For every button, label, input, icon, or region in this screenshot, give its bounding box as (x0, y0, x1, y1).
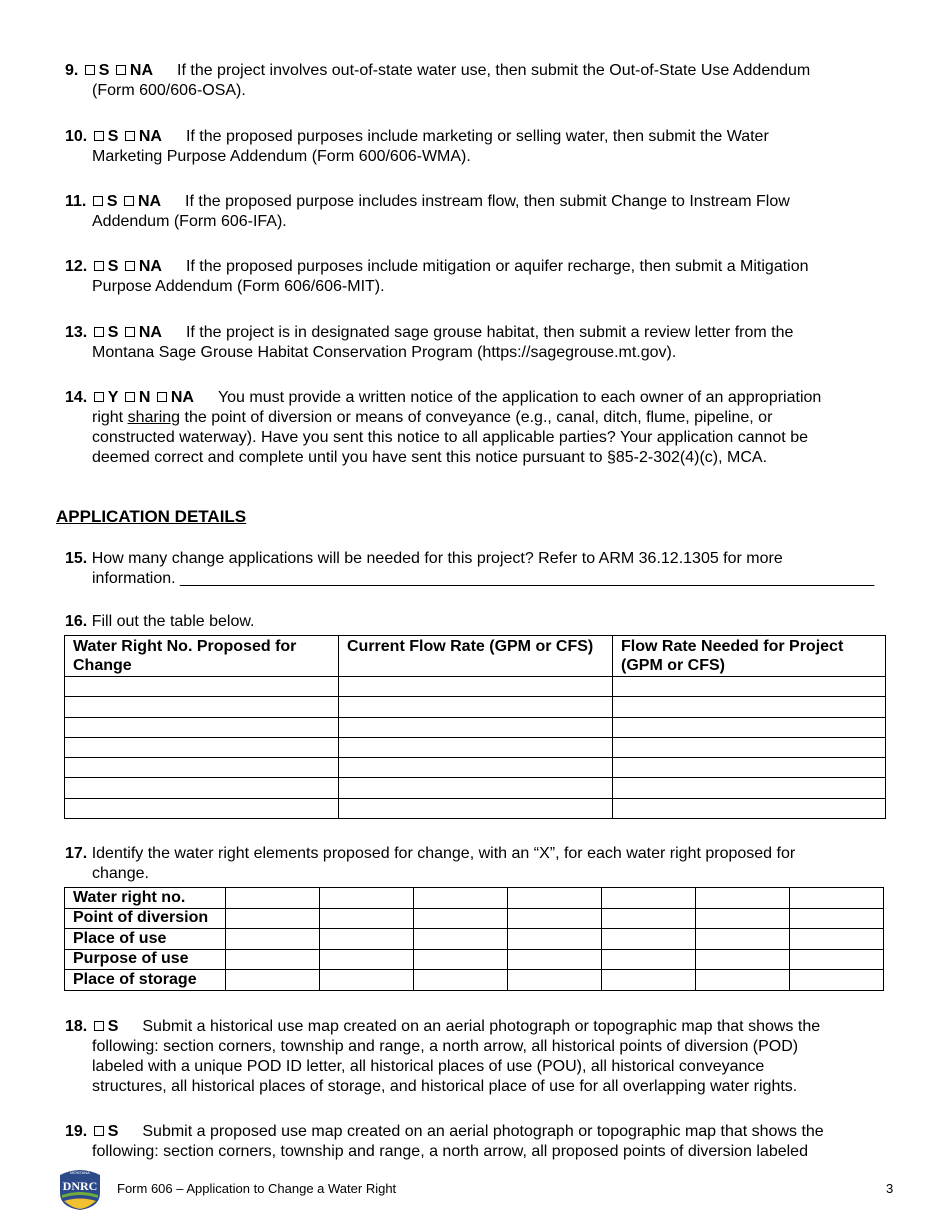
table-row: Purpose of use (65, 949, 884, 970)
checkbox-na[interactable] (157, 392, 167, 402)
table-cell[interactable] (696, 929, 790, 950)
table-cell[interactable] (226, 949, 320, 970)
checklist-item-13: 13. S NA If the project is in designated sage grouse habitat, then submit a review letter from the Montana Sage Grouse Habitat Conservation Program (https://sagegrouse.mt.gov). (65, 324, 794, 361)
header-water-right-no: Water Right No. Proposed for Change (65, 636, 339, 677)
question-18: 18. S Submit a historical use map created on an aerial photograph or topographic map that shows the following: section corners, township and range, a north arrow, all historical points of diversion (POD) labeled with a unique POD ID letter, all historical places of use (POU), all historical conveyance structures, all historical places of storage, and historical place of use for all overlapping water rights. (65, 1018, 821, 1095)
flow-rate-table (64, 635, 886, 819)
table-cell[interactable] (508, 929, 602, 950)
table-cell[interactable] (613, 717, 886, 737)
table-cell[interactable] (339, 717, 613, 737)
table-cell[interactable] (65, 717, 339, 737)
table-cell[interactable] (339, 758, 613, 778)
table-cell[interactable] (508, 970, 602, 991)
table-row: Place of use (65, 929, 884, 950)
table-cell[interactable] (602, 929, 696, 950)
table-cell[interactable] (320, 929, 414, 950)
checklist-item-9: 9. S NA If the project involves out-of-state water use, then submit the Out-of-State Use Addendum (Form 600/606-OSA). (65, 62, 811, 99)
checkbox-s[interactable] (94, 261, 104, 271)
table-cell[interactable] (508, 908, 602, 929)
table-cell[interactable] (226, 888, 320, 909)
question-16: 16. Fill out the table below. (65, 613, 255, 630)
table-cell[interactable] (320, 888, 414, 909)
table-cell[interactable] (602, 949, 696, 970)
checkbox-y[interactable] (94, 392, 104, 402)
logo-text: DNRC (62, 1179, 98, 1193)
section-title-application-details: APPLICATION DETAILS (56, 507, 247, 526)
table-cell[interactable] (414, 929, 508, 950)
table-row: Point of diversion (65, 908, 884, 929)
table-cell[interactable] (414, 888, 508, 909)
dnrc-logo-icon (56, 1165, 104, 1211)
table-row (65, 677, 886, 697)
table-cell[interactable] (790, 908, 884, 929)
table-cell[interactable] (320, 908, 414, 929)
table-row (65, 778, 886, 798)
table-cell[interactable] (339, 677, 613, 697)
table-cell[interactable] (613, 677, 886, 697)
table-row (65, 737, 886, 757)
checkbox-s[interactable] (93, 196, 103, 206)
table-header-row (65, 636, 886, 677)
table-cell[interactable] (414, 949, 508, 970)
table-cell[interactable] (508, 949, 602, 970)
table-cell[interactable] (65, 778, 339, 798)
table-cell[interactable] (613, 737, 886, 757)
question-17: 17. Identify the water right elements proposed for change, with an “X”, for each water right proposed for change. (65, 845, 796, 882)
checkbox-na[interactable] (125, 261, 135, 271)
question-19: 19. S Submit a proposed use map created on an aerial photograph or topographic map that shows the following: section corners, township and range, a north arrow, all proposed points of diversion labeled (65, 1123, 824, 1160)
checkbox-s[interactable] (94, 1126, 104, 1136)
checklist-item-10: 10. S NA If the proposed purposes include marketing or selling water, then submit the Water Marketing Purpose Addendum (Form 600/606-WMA). (65, 128, 769, 165)
table-row: Place of storage (65, 970, 884, 991)
table-cell[interactable] (613, 758, 886, 778)
table-cell[interactable] (602, 970, 696, 991)
checkbox-s[interactable] (94, 327, 104, 337)
table-cell[interactable] (320, 949, 414, 970)
footer-form-title: Form 606 – Application to Change a Water Right (117, 1181, 397, 1196)
table-cell[interactable] (696, 970, 790, 991)
table-cell[interactable] (790, 949, 884, 970)
table-cell[interactable] (790, 929, 884, 950)
table-cell[interactable] (339, 697, 613, 717)
change-count-answer-line[interactable]: information. ______________________________________________________________________________ (92, 570, 875, 587)
checklist-item-12: 12. S NA If the proposed purposes include mitigation or aquifer recharge, then submit a Mitigation Purpose Addendum (Form 606/606-MIT). (65, 258, 809, 295)
question-15: 15. How many change applications will be needed for this project? Refer to ARM 36.12.1305 for more information. ______________________________________________________________________________ (65, 549, 885, 589)
header-flow-rate-needed: Flow Rate Needed for Project (GPM or CFS) (613, 636, 886, 677)
page-footer (0, 1165, 950, 1215)
checkbox-n[interactable] (125, 392, 135, 402)
table-cell[interactable] (65, 737, 339, 757)
logo-top-text: MONTANA (70, 1170, 90, 1175)
table-row (65, 697, 886, 717)
table-cell[interactable] (790, 970, 884, 991)
table-cell[interactable] (613, 697, 886, 717)
table-row (65, 758, 886, 778)
checkbox-s[interactable] (94, 131, 104, 141)
table-cell[interactable] (613, 798, 886, 818)
checkbox-na[interactable] (125, 131, 135, 141)
table-cell[interactable] (65, 758, 339, 778)
checkbox-na[interactable] (124, 196, 134, 206)
table-row (65, 798, 886, 818)
table-cell[interactable] (602, 908, 696, 929)
table-cell[interactable] (65, 697, 339, 717)
table-cell[interactable] (339, 778, 613, 798)
table-cell[interactable] (696, 949, 790, 970)
table-cell[interactable] (226, 929, 320, 950)
table-cell[interactable] (339, 798, 613, 818)
table-cell[interactable] (226, 908, 320, 929)
water-right-elements-table (64, 887, 884, 991)
checkbox-na[interactable] (116, 65, 126, 75)
table-cell[interactable] (790, 888, 884, 909)
table-cell[interactable] (339, 737, 613, 757)
table-cell[interactable] (65, 798, 339, 818)
table-row: Water right no. (65, 888, 884, 909)
checklist-item-14: 14. Y N NA You must provide a written notice of the application to each owner of an appropriation right sharing the point of diversion or means of conveyance (e.g., canal, ditch, flume, pipeline, or constructed waterway). Have you sent this notice to all applicable parties? Your application cannot be deemed correct and complete until you have sent this notice pursuant to §85-2-302(4)(c), MCA. (65, 389, 822, 466)
table-cell[interactable] (696, 888, 790, 909)
table-cell[interactable] (226, 970, 320, 991)
checkbox-s[interactable] (94, 1021, 104, 1031)
checkbox-s[interactable] (85, 65, 95, 75)
table-cell[interactable] (414, 970, 508, 991)
table-cell[interactable] (320, 970, 414, 991)
checkbox-na[interactable] (125, 327, 135, 337)
table-cell[interactable] (696, 908, 790, 929)
table-cell[interactable] (613, 778, 886, 798)
table-cell[interactable] (508, 888, 602, 909)
table-cell[interactable] (414, 908, 508, 929)
header-current-flow-rate: Current Flow Rate (GPM or CFS) (339, 636, 613, 677)
table-row (65, 717, 886, 737)
checklist-item-11: 11. S NA If the proposed purpose includes instream flow, then submit Change to Instream Flow Addendum (Form 606-IFA). (65, 193, 790, 230)
table-cell[interactable] (65, 677, 339, 697)
page-number: 3 (886, 1181, 894, 1196)
table-cell[interactable] (602, 888, 696, 909)
